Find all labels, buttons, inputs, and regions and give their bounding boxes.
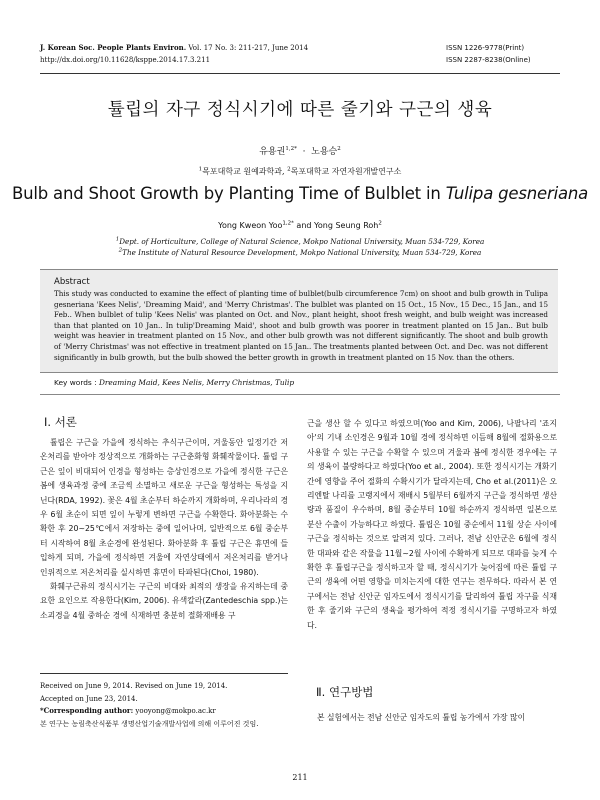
- korean-authors: [0, 144, 600, 157]
- english-affiliations: [0, 236, 600, 258]
- received-date: Received on June 9, 2014. Revised on June 19, 2014.: [40, 682, 228, 690]
- author-2-sup: 2: [337, 146, 341, 152]
- page-number: 211: [292, 773, 308, 782]
- journal-header: [40, 42, 308, 66]
- author-separator: ·: [302, 147, 306, 157]
- section-2-heading: Ⅱ. 연구방법: [316, 685, 374, 699]
- abstract-heading: Abstract: [54, 277, 90, 287]
- affil-1-sup: 1: [198, 166, 203, 173]
- keywords-divider: [40, 394, 560, 395]
- journal-name: J. Korean Soc. People Plants Environ.: [40, 43, 187, 52]
- english-author-1: Yong Kweon Yoo: [218, 221, 283, 230]
- footnote-divider: [40, 673, 288, 674]
- author-and: and: [296, 221, 312, 230]
- keywords-value: Dreaming Maid, Kees Nelis, Merry Christmas, Tulip: [98, 378, 295, 387]
- issn-block: [446, 42, 531, 66]
- intro-paragraph-2: 화훼구근류의 정식시기는 구근의 비대와 최적의 생장을 유지하는데 중요한 요인으로 작용한다(Kim, 2006). 유색칼라(Zantedeschia spp.)는 소괴경을 4월 중하순 경에 식재하면 충분히 절화재배용 구: [40, 582, 288, 620]
- author-1-sup: 1,2*: [285, 146, 297, 152]
- corresponding-email[interactable]: yooyong@mokpo.ac.kr: [135, 707, 216, 716]
- english-author-2: Yong Seung Roh: [314, 221, 379, 230]
- korean-author-1: 유용권: [259, 147, 286, 157]
- accepted-date: Accepted on June 23, 2014.: [40, 694, 138, 703]
- affil-2-sup: 2: [287, 166, 291, 173]
- methods-paragraph-1: 본 실험에서는 전남 신안군 임자도의 튤립 농가에서 가장 많이: [317, 713, 526, 722]
- en-author-2-sup: 2: [378, 220, 382, 227]
- english-authors: [0, 221, 600, 230]
- english-title: [0, 184, 600, 203]
- keywords-label: Key words :: [54, 378, 97, 387]
- en-author-1-sup: 1,2*: [282, 220, 294, 227]
- left-column: [40, 436, 288, 623]
- abstract-text: This study was conducted to examine the effect of planting time of bulblet(bulb circumference 7cm) on shoot and bulb growth in Tulipa gesneriana 'Kees Nelis', 'Dreaming Maid', and 'Merry Christmas'. The bulblet was planted on 15 Oct., 15 Nov., 15 Dec., 15 Jan., and 15 Feb.. When bulblet of tulip 'Kees Nelis' was planted on Oct. and Nov., plant height, shoot fresh weight, and bulb weight was increased than that planted on 10 Jan.. In tulip'Dreaming Maid', shoot and bulb growth was poorer in treatment planted on 15 Jan.. But bulb weight was heavier in treatment planted on 15 Nov., and other bulb growth was not different significantly. The shoot and bulb growth of 'Merry Christmas' was not effective in treatment planted on 15 Jan.. The treatments planted between Oct. and Dec. was not different significantly in bulb growth, but the bulb showed the better growth in growth in treatment planted on 15 Nov. than the others.: [54, 289, 548, 362]
- funding-note: 본 연구는 농림축산식품부 생명산업기술개발사업에 의해 이루어진 것임.: [40, 719, 259, 728]
- korean-affiliations: [0, 166, 600, 177]
- issn-print: ISSN 1226-9778(Print): [446, 44, 525, 52]
- english-affil-1: Dept. of Horticulture, College of Natural Science, Mokpo National University, Muan 534-729, Korea: [119, 237, 485, 246]
- volume-info: Vol. 17 No. 3: 211-217, June 2014: [188, 44, 309, 52]
- abstract-box: [40, 269, 558, 373]
- korean-affil-1: 목포대학교 원예과학과,: [202, 167, 285, 176]
- korean-author-2: 노용승: [311, 147, 338, 157]
- en-affil-2-sup: 2: [118, 247, 123, 254]
- corresponding-label: *Corresponding author:: [40, 706, 134, 716]
- intro-paragraph-continued: 근을 생산 할 수 있다고 하였으며(Yoo and Kim, 2006), 나팔나리 '죠지아'의 기내 소인경은 9월과 10월 경에 정식하면 이듬해 8월에 절화용으로 사용할 수 있는 구근을 수확할 수 있으며 겨울과 봄에 정식한 경우에는 구의 생육이 불량하다고 하였다(Yoo et al., 2004). 또한 정식시기는 개화기간에 영향을 주어 절화의 수확시기가 달라지는데, Cho et al.(2011)은 오리엔탈 나리를 고랭지에서 재배시 5월부터 6월까지 구근을 정식하면 생산량과 품질이 우수하며, 8월 중순부터 10월 하순까지 정식하면 일본으로 분산 수출이 가능하다고 하였다. 튤립은 10월 중순에서 11월 상순 사이에 구근을 정식하는 것으로 알려져 있다. 그러나, 전남 신안군은 6월에 정식한 대파와 같은 작물을 11월~2월 사이에 수확하게 되므로 대파를 늦게 수확한 후 튤립구근을 정식하고자 할 때, 정식시기가 늦어짐에 따른 튤립 구근의 생육에 어떤 영향을 미치는지에 대한 연구는 전무하다. 따라서 본 연구에서는 전남 신안군 임자도에서 정식시기를 달리하여 튤립 자구를 식재한 후 줄기와 구근의 생육을 평가하여 적정 정식시기를 구명하고자 하였다.: [307, 419, 557, 630]
- english-title-main: Bulb and Shoot Growth by Planting Time of Bulblet in: [11, 184, 446, 203]
- korean-title: 튤립의 자구 정식시기에 따른 줄기와 구근의 생육: [107, 100, 493, 120]
- issn-online: ISSN 2287-8238(Online): [446, 56, 531, 64]
- korean-affil-2: 목포대학교 자연자원개발연구소: [290, 167, 402, 176]
- header-divider: [40, 73, 560, 74]
- en-affil-1-sup: 1: [115, 236, 120, 243]
- footnote: [40, 680, 258, 730]
- keywords: [54, 378, 294, 387]
- species-name: Tulipa gesneriana: [445, 184, 589, 203]
- intro-paragraph-1: 튤립은 구근을 가을에 정식하는 추식구근이며, 겨울동안 일정기간 저온처리를 받아야 정상적으로 개화하는 구근춘화형 화훼작물이다. 튤립 구근은 잎이 비대되어 인경을 형성하는 층상인경으로 가을에 정식한 구근은 봄에 생육과정 중에 조금씩 소멸하고 새로운 구근을 형성하는 특성을 지닌다(RDA, 1992). 꽃은 4월 초순부터 하순까지 개화하며, 우리나라의 경우 6월 초순이 되면 잎이 누렇게 변하면 구근을 수확한다. 화아분화는 수확한 후 20~25℃에서 저장하는 중에 일어나며, 일반적으로 6월 중순부터 시작하여 8월 초순경에 완성된다. 화아분화 후 튤립 구근은 휴면에 들입하게 되며, 가을에 정식하면 겨울에 자연상태에서 저온처리를 받거나 인위적으로 저온처리를 실시하면 휴면이 타파된다(Choi, 1980).: [40, 438, 288, 577]
- right-column: [307, 417, 557, 633]
- methods-column: [307, 711, 557, 725]
- section-1-heading: Ⅰ. 서론: [44, 415, 77, 429]
- doi-link[interactable]: http://dx.doi.org/10.11628/ksppe.2014.17.3.211: [40, 56, 211, 64]
- english-affil-2: The Institute of Natural Resource Development, Mokpo National University, Muan 534-729, Korea: [122, 248, 482, 257]
